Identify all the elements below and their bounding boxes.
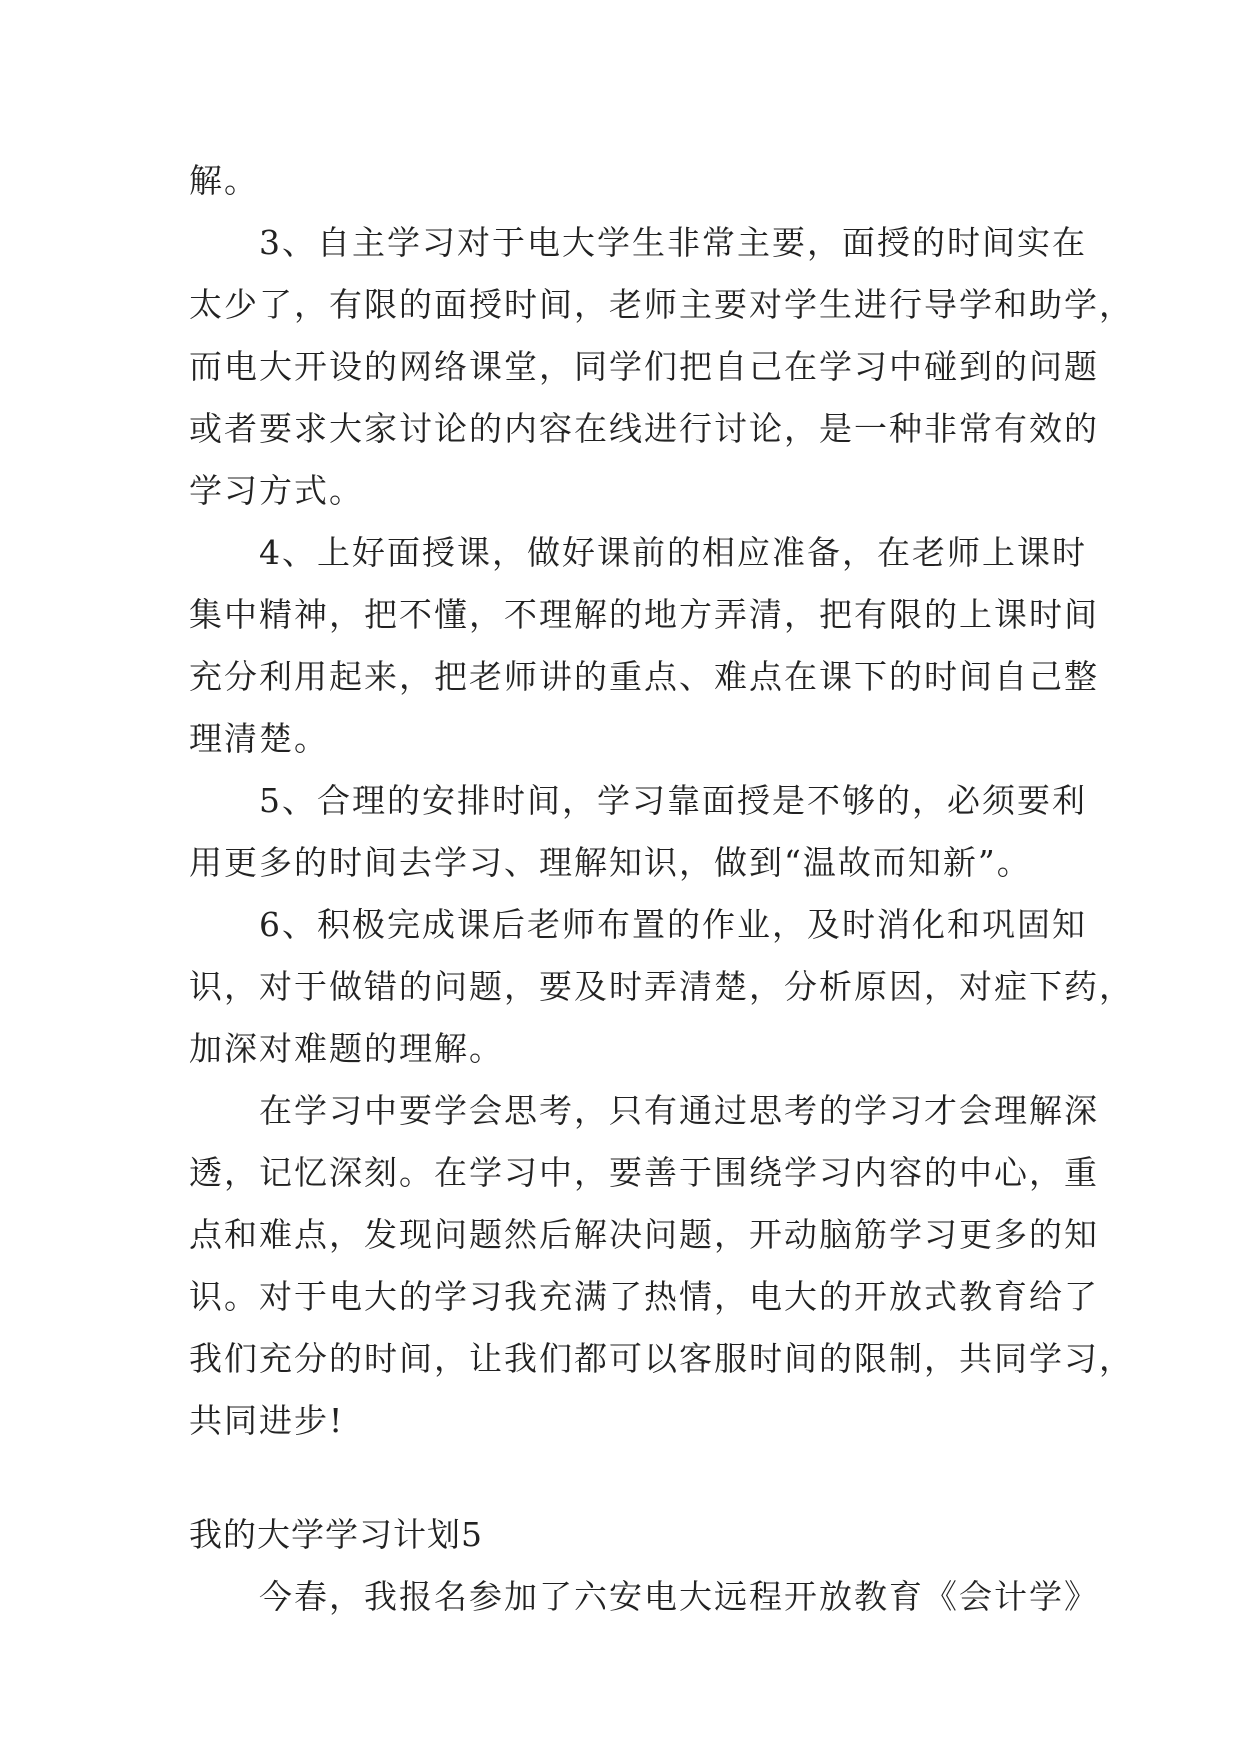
document-page xyxy=(189,150,1134,1628)
text-line: 5、合理的安排时间，学习靠面授是不够的，必须要利 xyxy=(259,781,1087,820)
text-line: 共同进步! xyxy=(189,1401,345,1440)
text-line: 学习方式。 xyxy=(189,471,364,510)
text-line: 识，对于做错的问题，要及时弄清楚，分析原因，对症下药， xyxy=(189,967,1134,1006)
text-line: 识。对于电大的学习我充满了热情，电大的开放式教育给了 xyxy=(189,1277,1099,1316)
text-line: 集中精神，把不懂，不理解的地方弄清，把有限的上课时间 xyxy=(189,595,1099,634)
paragraph-block xyxy=(189,1566,1099,1628)
text-line: 透，记忆深刻。在学习中，要善于围绕学习内容的中心，重 xyxy=(189,1153,1099,1192)
text-line: 理清楚。 xyxy=(189,719,329,758)
text-line: 今春，我报名参加了六安电大远程开放教育《会计学》 xyxy=(259,1577,1099,1616)
text-line: 在学习中要学会思考，只有通过思考的学习才会理解深 xyxy=(259,1091,1099,1130)
section-title: 我的大学学习计划5 xyxy=(189,1515,483,1554)
text-line: 加深对难题的理解。 xyxy=(189,1029,504,1068)
text-line: 而电大开设的网络课堂，同学们把自己在学习中碰到的问题 xyxy=(189,347,1099,386)
text-line: 或者要求大家讨论的内容在线进行讨论，是一种非常有效的 xyxy=(189,409,1099,448)
text-line: 点和难点，发现问题然后解决问题，开动脑筋学习更多的知 xyxy=(189,1215,1099,1254)
text-line: 3、自主学习对于电大学生非常主要，面授的时间实在 xyxy=(259,223,1087,262)
text-line: 我们充分的时间，让我们都可以客服时间的限制，共同学习， xyxy=(189,1339,1134,1378)
paragraph-block xyxy=(189,150,1134,1452)
text-line: 充分利用起来，把老师讲的重点、难点在课下的时间自己整 xyxy=(189,657,1099,696)
text-line: 6、积极完成课后老师布置的作业，及时消化和巩固知 xyxy=(259,905,1087,944)
text-line: 解。 xyxy=(189,161,259,200)
text-line: 4、上好面授课，做好课前的相应准备，在老师上课时 xyxy=(259,533,1087,572)
text-line: 用更多的时间去学习、理解知识，做到“温故而知新”。 xyxy=(189,843,1032,882)
text-line: 太少了，有限的面授时间，老师主要对学生进行导学和助学， xyxy=(189,285,1134,324)
